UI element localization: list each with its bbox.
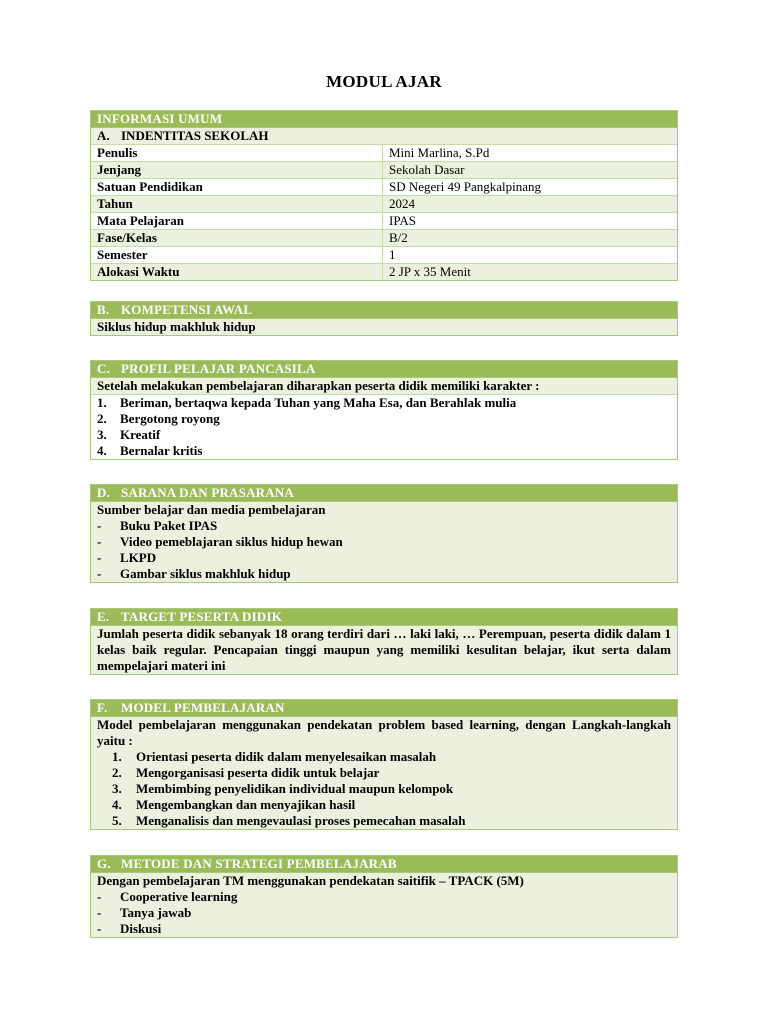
list-item: - Buku Paket IPAS [97,518,218,533]
list-item: - Diskusi [97,921,162,936]
table-row [91,179,677,196]
row-label: Mata Pelajaran [91,213,383,229]
list-item: 2. Bergotong royong [97,411,220,426]
profil-pelajar-header: C. PROFIL PELAJAR PANCASILA [91,361,677,378]
identitas-sekolah-subheader [91,128,677,145]
model-pembelajaran-section [90,699,678,830]
sarana-prasarana-section [90,484,678,583]
metode-strategi-header: G. METODE DAN STRATEGI PEMBELAJARAB [91,856,677,873]
row-label: Penulis [91,145,383,161]
list-item: - Video pemeblajaran siklus hidup hewan [97,534,343,549]
kompetensi-awal-header: B. KOMPETENSI AWAL [91,302,677,319]
row-label: Fase/Kelas [91,230,383,246]
table-row [91,213,677,230]
row-value: B/2 [389,230,408,245]
list-item: - Gambar siklus makhluk hidup [97,566,291,581]
row-value: Sekolah Dasar [389,162,465,177]
document-title: MODUL AJAR [326,72,442,91]
table-row [91,264,677,280]
metode-intro: Dengan pembelajaran TM menggunakan pendekatan saitifik – TPACK (5M) [97,873,524,888]
subheader-title: INDENTITAS SEKOLAH [121,128,269,143]
table-row [91,247,677,264]
sarana-prasarana-header: D. SARANA DAN PRASARANA [91,485,677,502]
informasi-umum-header: INFORMASI UMUM [91,111,677,128]
metode-strategi-section [90,855,678,938]
subheader-number: A. [97,128,110,143]
row-label: Jenjang [91,162,383,178]
row-value: 2024 [389,196,415,211]
sarana-intro: Sumber belajar dan media pembelajaran [97,502,326,517]
list-item: 4. Mengembangkan dan menyajikan hasil [112,797,356,812]
target-peserta-header: E. TARGET PESERTA DIDIK [91,609,677,626]
list-item: 3. Membimbing penyelidikan individual maupun kelompok [112,781,454,796]
list-item: 1. Beriman, bertaqwa kepada Tuhan yang Maha Esa, dan Berahlak mulia [97,395,517,410]
row-value: IPAS [389,213,416,228]
row-value: 2 JP x 35 Menit [389,264,471,279]
row-value: Mini Marlina, S.Pd [389,145,490,160]
list-item: 5. Menganalisis dan mengevaulasi proses pemecahan masalah [112,813,466,828]
list-item: - LKPD [97,550,157,565]
table-row [91,162,677,179]
table-row [91,230,677,247]
profil-intro: Setelah melakukan pembelajaran diharapkan peserta didik memiliki karakter : [97,378,540,393]
table-row [91,196,677,213]
row-value: SD Negeri 49 Pangkalpinang [389,179,542,194]
table-row [91,145,677,162]
row-label: Alokasi Waktu [91,264,383,280]
model-pembelajaran-header: F. MODEL PEMBELAJARAN [91,700,677,717]
row-label: Satuan Pendidikan [91,179,383,195]
list-item: 2. Mengorganisasi peserta didik untuk belajar [112,765,380,780]
kompetensi-awal-section [90,301,678,336]
informasi-umum-table [90,110,678,281]
list-item: 4. Bernalar kritis [97,443,203,458]
list-item: 3. Kreatif [97,427,161,442]
list-item: - Cooperative learning [97,889,238,904]
row-label: Tahun [91,196,383,212]
row-label: Semester [91,247,383,263]
model-intro: Model pembelajaran menggunakan pendekatan problem based learning, dengan Langkah-langkah yaitu : [97,717,671,748]
target-peserta-section [90,608,678,675]
profil-pelajar-section [90,360,678,460]
kompetensi-awal-text: Siklus hidup makhluk hidup [97,319,256,334]
target-peserta-text: Jumlah peserta didik sebanyak 18 orang terdiri dari … laki laki, … Perempuan, peserta didik dalam 1 kelas baik regular. Pencapaian tinggi maupun yang memiliki kesulitan belajar, ikut serta dalam mempelajari materi ini [97,626,671,673]
list-item: - Tanya jawab [97,905,192,920]
row-value: 1 [389,247,396,262]
list-item: 1. Orientasi peserta didik dalam menyelesaikan masalah [112,749,437,764]
